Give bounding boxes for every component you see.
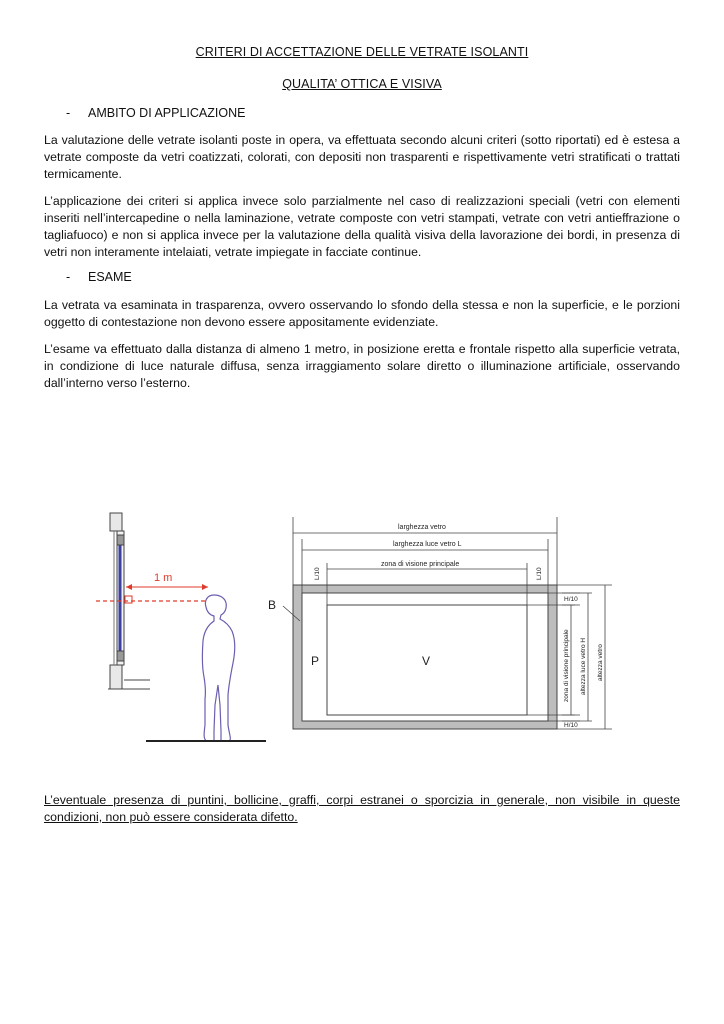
paragraph-scope-1: La valutazione delle vetrate isolanti poste in opera, va effettuata secondo alcuni criteri (sotto riportati) ed è estesa a vetrate composte da vetri coatizzati, colorati, con depositi non trasparenti e rispettivamente vetri stratificati o trattati termicamente. [44,133,680,181]
footer-note: L’eventuale presenza di puntini, bollicine, graffi, corpi estranei o sporcizia in generale, non visibile in queste condizioni, non può essere considerata difetto. [44,793,680,824]
paragraph-exam-2: L’esame va effettuato dalla distanza di almeno 1 metro, in posizione eretta e frontale rispetto alla superficie vetrata, in condizione di luce naturale diffusa, senza irraggiamento solare diretto o illuminazione artificiale, osservando dall’interno verso l’esterno. [44,342,680,390]
label-height-light: altezza luce vetro H [580,637,587,695]
label-v: V [422,654,431,668]
label-b: B [268,598,277,612]
person-figure [202,595,234,741]
window-section-drawing [108,513,150,689]
label-h10-top: H/10 [564,596,578,603]
document-title: CRITERI DI ACCETTAZIONE DELLE VETRATE ISOLANTI [195,45,529,59]
section-heading-ambito [66,106,245,120]
label-width-light: larghezza luce vetro L [393,541,462,548]
heading-text: ESAME [88,270,132,284]
label-h10-bottom: H/10 [564,722,578,729]
section-heading-esame [66,270,132,284]
label-l10-right: L/10 [536,567,543,580]
distance-label: 1 m [154,572,173,584]
heading-text: AMBITO DI APPLICAZIONE [88,106,246,120]
label-main-zone-vertical: zona di visione principale [563,629,570,702]
paragraph-exam-1: La vetrata va esaminata in trasparenza, ovvero osservando lo sfondo della stessa e non la superficie, e le porzioni oggetto di contestazione non devono essere appositamente evidenziate. [44,298,680,329]
label-width-glass: larghezza vetro [398,524,446,531]
label-height-glass: altezza vetro [597,644,604,681]
label-p: P [311,654,320,668]
label-main-zone: zona di visione principale [381,561,460,568]
paragraph-scope-2: L’applicazione dei criteri si applica invece solo parzialmente nel caso di realizzazioni speciali (vetri con elementi inseriti nell’intercapedine o nella laminazione, vetrate composte con vetri stampati, vetrate con vetri antieffrazione o tagliafuoco) e non si applica invece per la valutazione della qualità visiva della lavorazione dei bordi, in presenza di vetri non interamente intelaiati, vetrate impiegate in facciate continue. [44,194,680,259]
document-subtitle: QUALITA’ OTTICA E VISIVA [282,77,442,91]
heading-dash: - [66,106,71,120]
label-l10-left: L/10 [314,567,321,580]
heading-dash: - [66,270,71,284]
inspection-diagram [0,505,724,765]
